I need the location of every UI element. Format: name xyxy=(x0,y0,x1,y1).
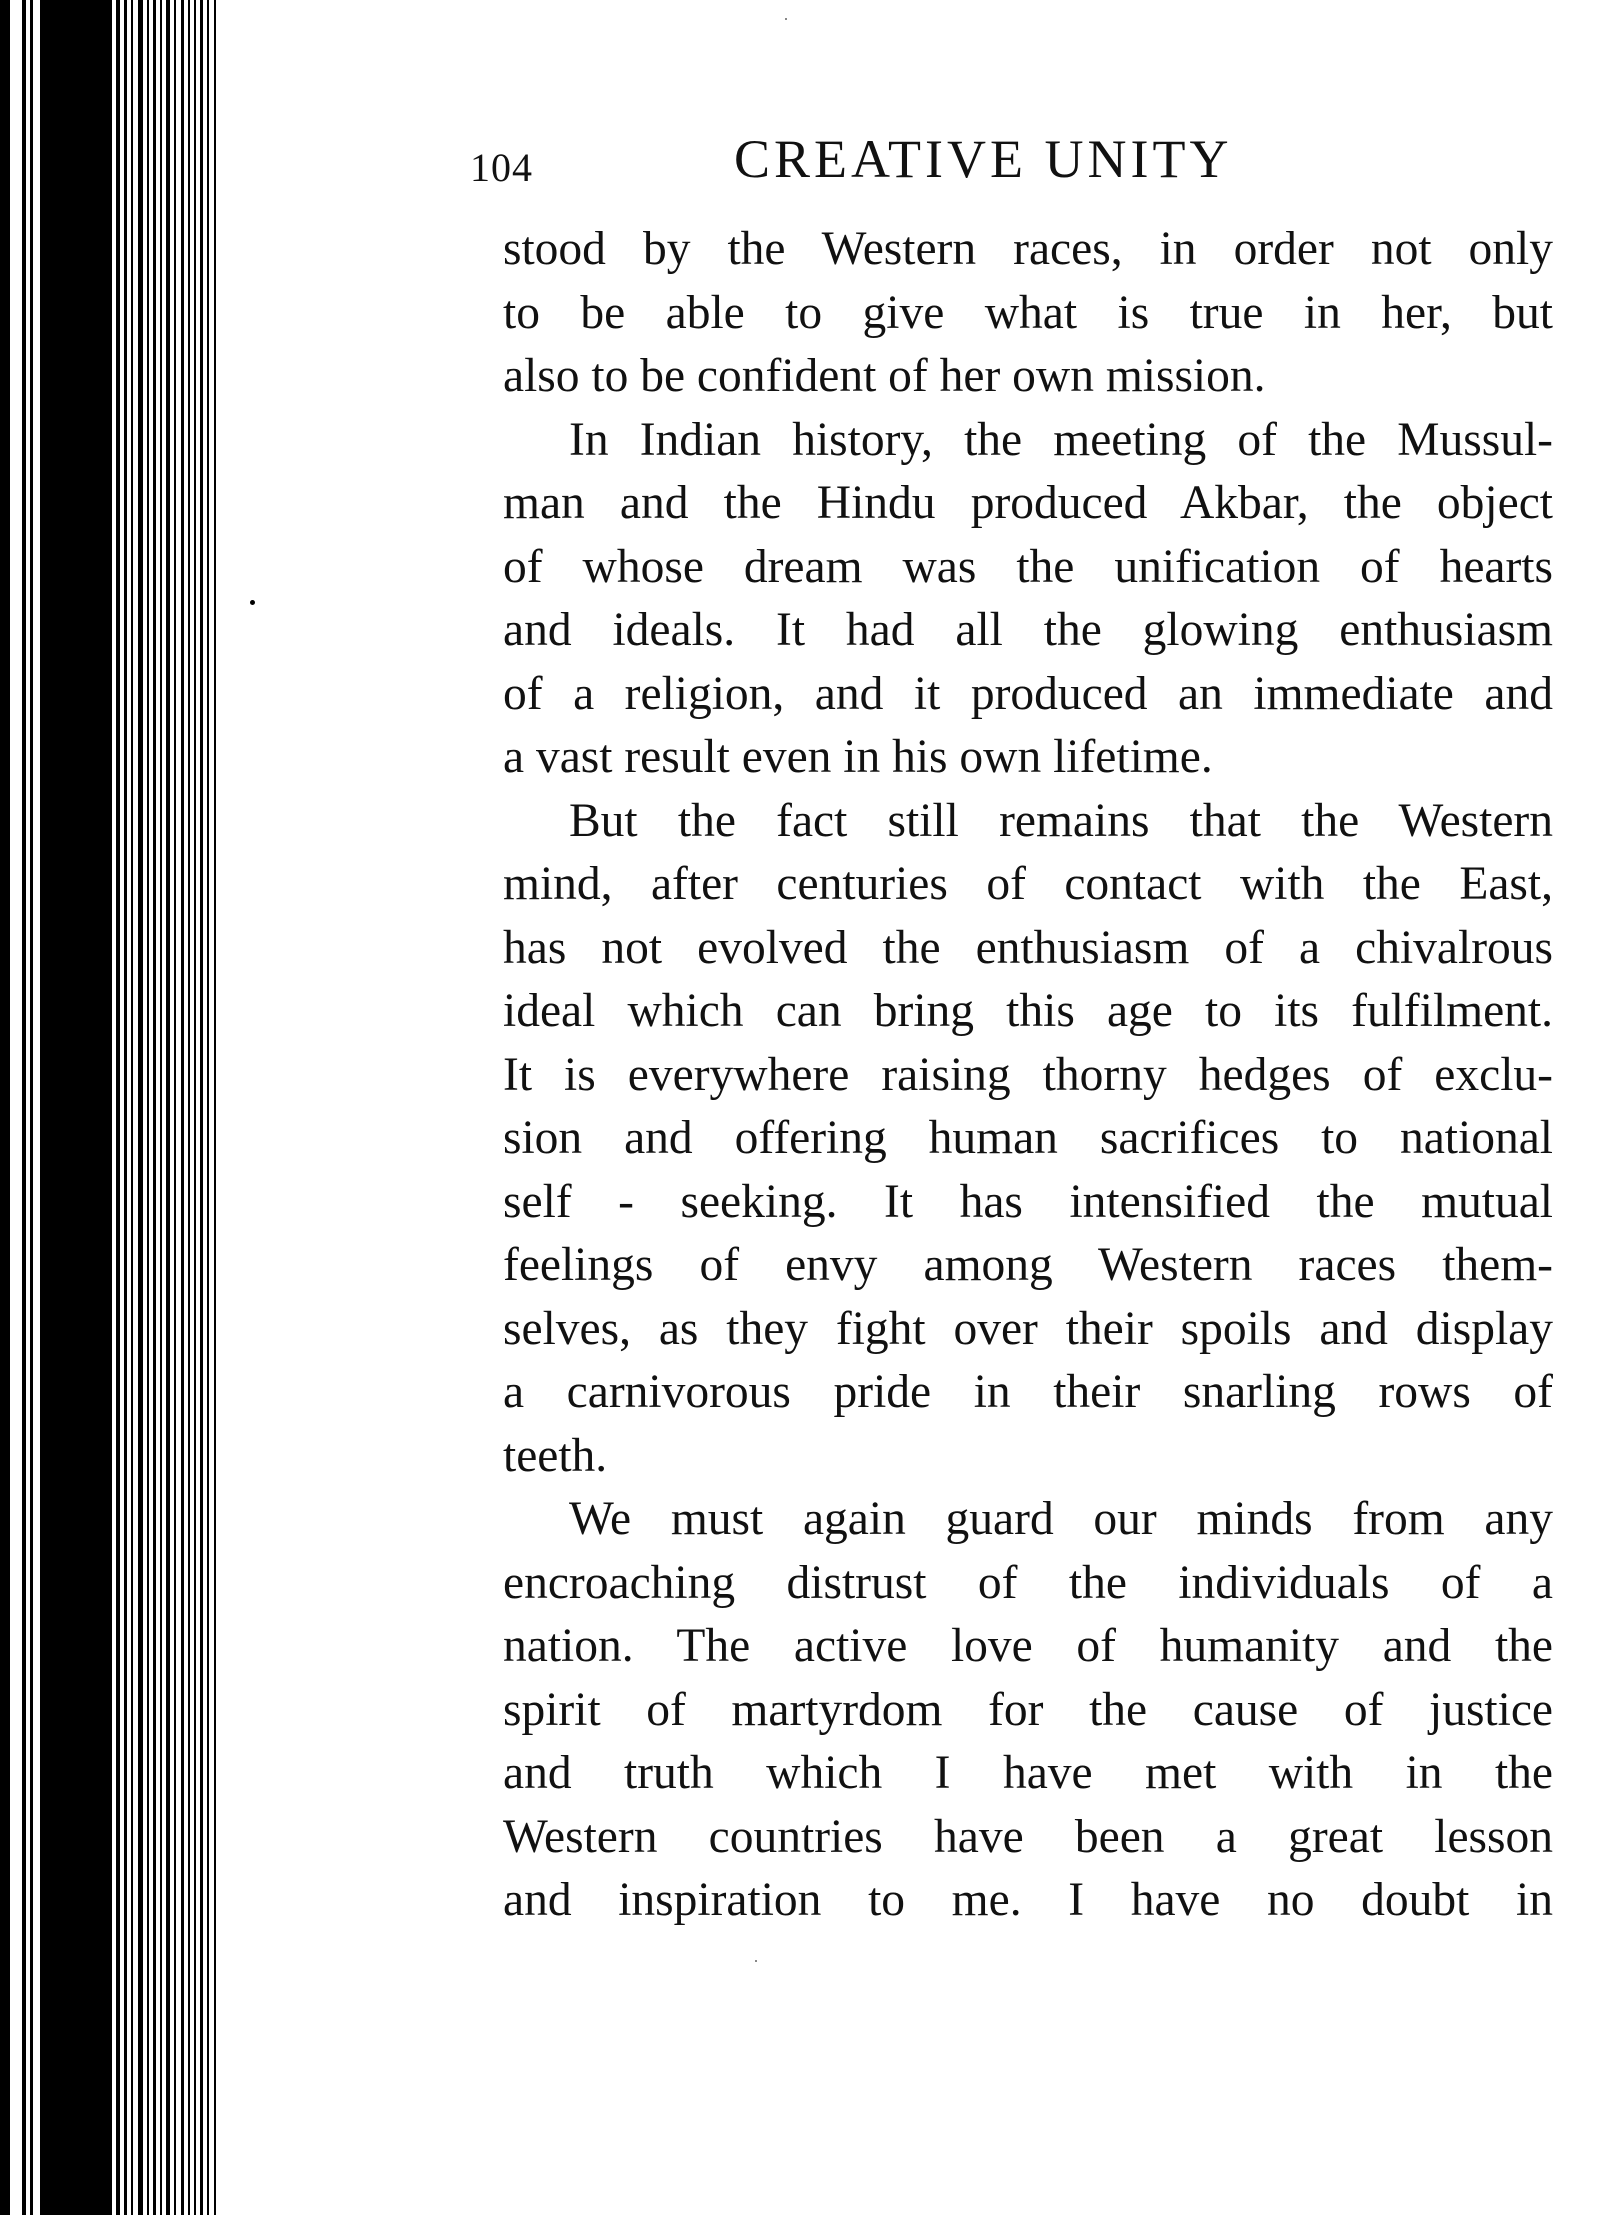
text-line: self - seeking. It has intensified the mutual xyxy=(503,1175,1553,1228)
text-line: selves, as they fight over their spoils and display xyxy=(503,1302,1553,1355)
scan-speck xyxy=(250,600,255,605)
text-line: mind, after centuries of contact with the East, xyxy=(503,858,1553,910)
page-edge-gutter xyxy=(0,0,240,2215)
text-line: a carnivorous pride in their snarling rows of xyxy=(503,1366,1553,1418)
text-line: We must again guard our minds from any xyxy=(569,1493,1553,1545)
text-line: and inspiration to me. I have no doubt in xyxy=(503,1874,1553,1926)
text-line: encroaching distrust of the individuals of a xyxy=(503,1556,1553,1609)
text-line: teeth. xyxy=(503,1429,608,1482)
text-line: nation. The active love of humanity and the xyxy=(503,1620,1553,1672)
scan-speck xyxy=(785,18,787,20)
text-line: man and the Hindu produced Akbar, the object xyxy=(503,477,1553,529)
text-line: also to be confident of her own mission. xyxy=(503,350,1266,402)
text-line: of a religion, and it produced an immediate and xyxy=(503,667,1553,720)
text-line: a vast result even in his own lifetime. xyxy=(503,731,1213,783)
text-line: Western countries have been a great lesson xyxy=(503,1810,1553,1863)
text-line: But the fact still remains that the Western xyxy=(569,794,1553,847)
text-line: feelings of envy among Western races them- xyxy=(503,1239,1553,1291)
text-line: spirit of martyrdom for the cause of justice xyxy=(503,1683,1553,1736)
text-line: and truth which I have met with in the xyxy=(503,1747,1553,1799)
text-line: and ideals. It had all the glowing enthusiasm xyxy=(503,604,1553,656)
body-text xyxy=(503,218,1553,1933)
text-line: ideal which can bring this age to its fulfilment. xyxy=(503,985,1553,1037)
text-line: of whose dream was the unification of hearts xyxy=(503,540,1553,593)
text-line: stood by the Western races, in order not only xyxy=(503,223,1553,275)
text-line: to be able to give what is true in her, but xyxy=(503,286,1553,339)
page-number: 104 xyxy=(470,145,533,190)
running-header xyxy=(470,128,1570,198)
book-title: CREATIVE UNITY xyxy=(734,129,1233,189)
scan-speck xyxy=(755,1960,757,1962)
text-line: has not evolved the enthusiasm of a chivalrous xyxy=(503,921,1553,974)
text-line: sion and offering human sacrifices to national xyxy=(503,1112,1553,1164)
text-line: In Indian history, the meeting of the Mussul- xyxy=(569,413,1553,466)
text-line: It is everywhere raising thorny hedges of exclu- xyxy=(503,1048,1553,1101)
